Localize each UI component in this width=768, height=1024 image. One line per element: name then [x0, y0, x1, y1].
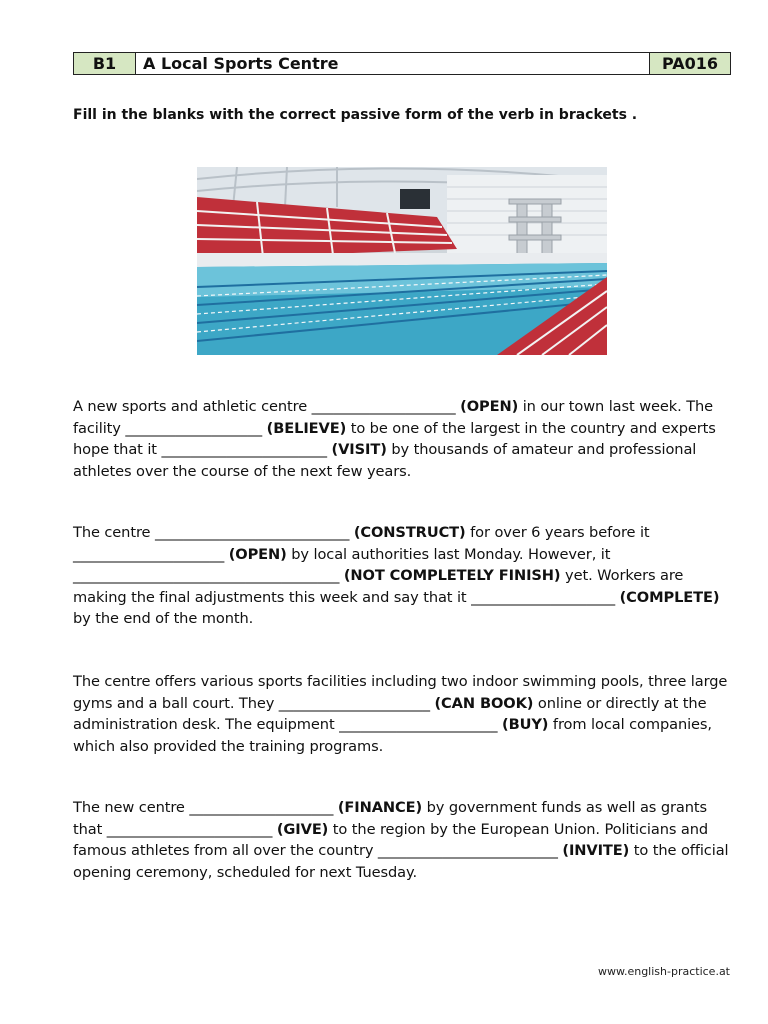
paragraph-1: [73, 396, 735, 482]
text-segment: The centre ___________________________: [73, 524, 354, 541]
verb-prompt: (NOT COMPLETELY FINISH): [343, 567, 561, 584]
verb-prompt: (OPEN): [460, 398, 519, 415]
text-segment: by government funds as well as grants that _______________________: [73, 799, 708, 838]
text-segment: to the official opening ceremony, scheduled for next Tuesday.: [73, 842, 729, 881]
verb-prompt: (INVITE): [562, 842, 630, 859]
verb-prompt: (BUY): [502, 716, 549, 733]
instruction-text: Fill in the blanks with the correct passive form of the verb in brackets .: [73, 107, 638, 123]
text-segment: for over 6 years before it _____________________: [73, 524, 650, 563]
text-segment: The new centre ____________________: [73, 799, 338, 816]
swimming-pool-photo: [197, 167, 607, 355]
text-segment: in our town last week. The facility ___________________: [73, 398, 714, 437]
text-segment: The centre offers various sports facilities including two indoor swimming pools, three large gyms and a ball court. They _____________________: [73, 673, 728, 712]
worksheet-code: PA016: [650, 53, 730, 74]
text-segment: by the end of the month.: [73, 610, 254, 627]
text-segment: to be one of the largest in the country and experts hope that it _______________________: [73, 419, 716, 458]
text-segment: yet. Workers are making the final adjustments this week and say that it ____________________: [73, 567, 684, 606]
worksheet-header: [73, 52, 731, 75]
paragraph-4: [73, 797, 735, 883]
verb-prompt: (GIVE): [276, 820, 329, 838]
text-segment: A new sports and athletic centre ____________________: [73, 398, 461, 415]
verb-prompt: (CONSTRUCT): [353, 524, 466, 541]
verb-prompt: (OPEN): [228, 545, 287, 563]
verb-prompt: (FINANCE): [337, 799, 423, 816]
paragraph-2: [73, 522, 735, 630]
text-segment: from local companies, which also provided the training programs.: [73, 716, 712, 755]
verb-prompt: (VISIT): [331, 441, 387, 458]
verb-prompt: (BELIEVE): [266, 419, 347, 437]
text-segment: to the region by the European Union. Politicians and famous athletes from all over the country _________________________: [73, 820, 709, 859]
paragraph-3: [73, 671, 735, 757]
text-segment: by thousands of amateur and professional athletes over the course of the next few years.: [73, 441, 697, 480]
verb-prompt: (CAN BOOK): [434, 694, 534, 712]
level-badge: B1: [74, 53, 136, 74]
text-segment: online or directly at the administration desk. The equipment ______________________: [73, 694, 707, 733]
text-segment: by local authorities last Monday. However, it _____________________________________: [73, 545, 611, 584]
verb-prompt: (COMPLETE): [619, 588, 720, 606]
worksheet-title: A Local Sports Centre: [136, 53, 650, 74]
footer-url: www.english-practice.at: [597, 965, 730, 978]
pool-illustration: [197, 167, 607, 355]
